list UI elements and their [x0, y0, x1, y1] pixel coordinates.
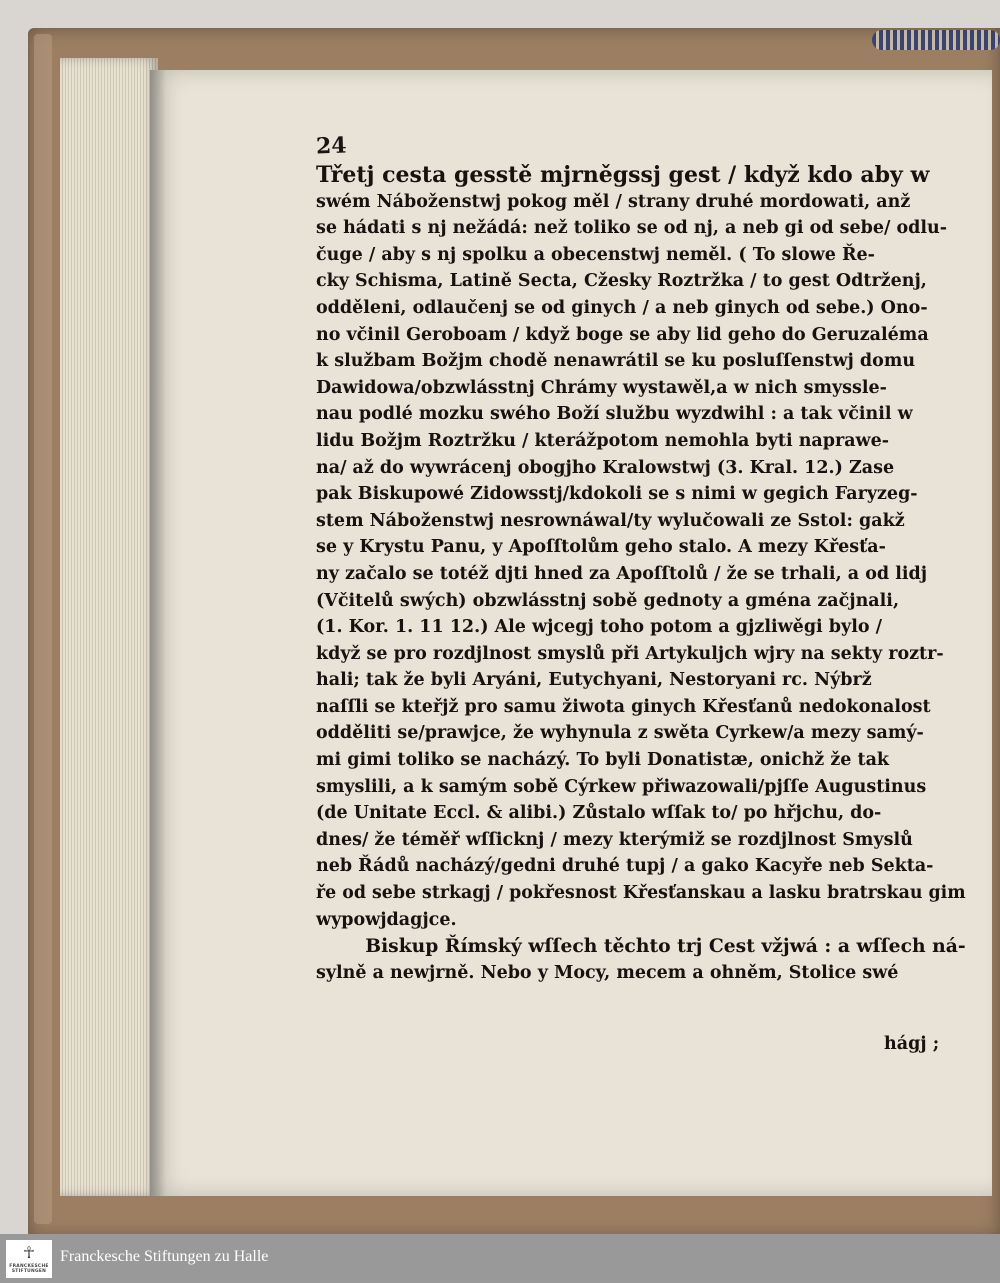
- page-text: [316, 162, 966, 986]
- text-line: (1. Kor. 1. 11 12.) Ale wjcegj toho potom a gjzliwěgi bylo /: [316, 617, 882, 638]
- text-line: Biskup Římský wſſech těchto trj Cest vžjwá : a wſſech ná-: [365, 935, 966, 958]
- institution-logo[interactable]: [6, 1240, 52, 1278]
- text-line: sylně a newjrně. Nebo y Mocy, mecem a ohněm, Stolice swé: [316, 962, 899, 983]
- text-line: mi gimi toliko se nacházý. To byli Donatistæ, onichž že tak: [316, 750, 890, 771]
- ribbon-bookmark: [872, 30, 1000, 50]
- page-gutter-shadow: [150, 70, 166, 1196]
- text-line: lidu Božjm Roztržku / kterážpotom nemohla byti naprawe-: [316, 430, 890, 451]
- text-line: ny začalo se totéž djti hned za Apoſſtolů / že se trhali, a od lidj: [316, 563, 928, 584]
- book-spine-edge: [34, 34, 52, 1224]
- text-line: na/ až do wywrácenj obogjho Kralowstwj (3. Kral. 12.) Zase: [316, 457, 895, 478]
- text-line: nau podlé mozku swého Boží službu wyzdwihl : a tak včinil w: [316, 404, 913, 425]
- page-number: 24: [315, 132, 348, 160]
- text-line: pak Biskupowé Zidowsstj/kdokoli se s nimi w gegich Faryzeg-: [316, 484, 918, 505]
- text-line: naſſli se kteřjž pro samu žiwota ginych Křesťanů nedokonalost: [316, 696, 931, 717]
- text-line: smyslili, a k samým sobě Cýrkew přiwazowali/pjſſe Augustinus: [316, 776, 927, 797]
- text-line: když se pro rozdjlnost smyslů při Artykuljch wjry na sekty roztr-: [316, 643, 944, 664]
- text-line: hali; tak že byli Aryáni, Eutychyani, Nestoryani rc. Nýbrž: [316, 670, 872, 691]
- logo-label: FRANCKESCHE STIFTUNGEN: [9, 1264, 49, 1274]
- footer-bar: [0, 1234, 1000, 1283]
- text-line: cky Schisma, Latině Secta, Cžesky Roztržka / to gest Odtrženj,: [316, 271, 927, 292]
- text-line: (de Unitate Eccl. & alibi.) Zůstalo wſſak to/ po hřjchu, do-: [316, 803, 882, 824]
- text-line: (Včitelů swých) obzwlásstnj sobě gednoty a gména začjnali,: [316, 590, 900, 611]
- institution-name[interactable]: Franckesche Stiftungen zu Halle: [60, 1248, 269, 1265]
- text-line: swém Náboženstwj pokog měl / strany druhé mordowati, anž: [316, 191, 911, 212]
- text-line: Třetj cesta gesstě mjrněgssj gest / když kdo aby w: [316, 162, 930, 188]
- text-line: odděleni, odlaučenj se od ginych / a neb ginych od sebe.) Ono-: [316, 297, 928, 318]
- text-line: čuge / aby s nj spolku a obecenstwj neměl. ( To slowe Ře-: [316, 244, 875, 265]
- text-line: wypowjdagjce.: [316, 909, 457, 930]
- text-line: Dawidowa/obzwlásstnj Chrámy wystawěl,a w nich smyssle-: [316, 377, 887, 398]
- text-line: dnes/ že téměř wſſicknj / mezy kterýmiž se rozdjlnost Smyslů: [316, 829, 913, 850]
- text-line: se hádati s nj nežádá: než toliko se od nj, a neb gi od sebe/ odlu-: [316, 218, 948, 239]
- text-line: ře od sebe strkagj / pokřesnost Křesťanskau a lasku bratrskau gim: [316, 883, 966, 904]
- logo-icon: ☥: [23, 1243, 35, 1262]
- page-stack-edge: [60, 58, 158, 1196]
- text-line: stem Náboženstwj nesrownáwal/ty wylučowali ze Sstol: gakž: [316, 510, 905, 531]
- text-line: no včinil Geroboam / když boge se aby lid geho do Geruzaléma: [316, 324, 929, 345]
- text-line: se y Krystu Panu, y Apoſſtolům geho stalo. A mezy Křesťa-: [316, 537, 886, 558]
- catchword: hágj ;: [884, 1034, 940, 1054]
- text-line: neb Řádů nacházý/gedni druhé tupj / a gako Kacyře neb Sekta-: [316, 856, 934, 877]
- text-line: odděliti se/prawjce, že wyhynula z swěta Cyrkew/a mezy samý-: [316, 723, 924, 744]
- text-line: k službam Božjm chodě nenawrátil se ku posluſſenstwj domu: [316, 351, 916, 372]
